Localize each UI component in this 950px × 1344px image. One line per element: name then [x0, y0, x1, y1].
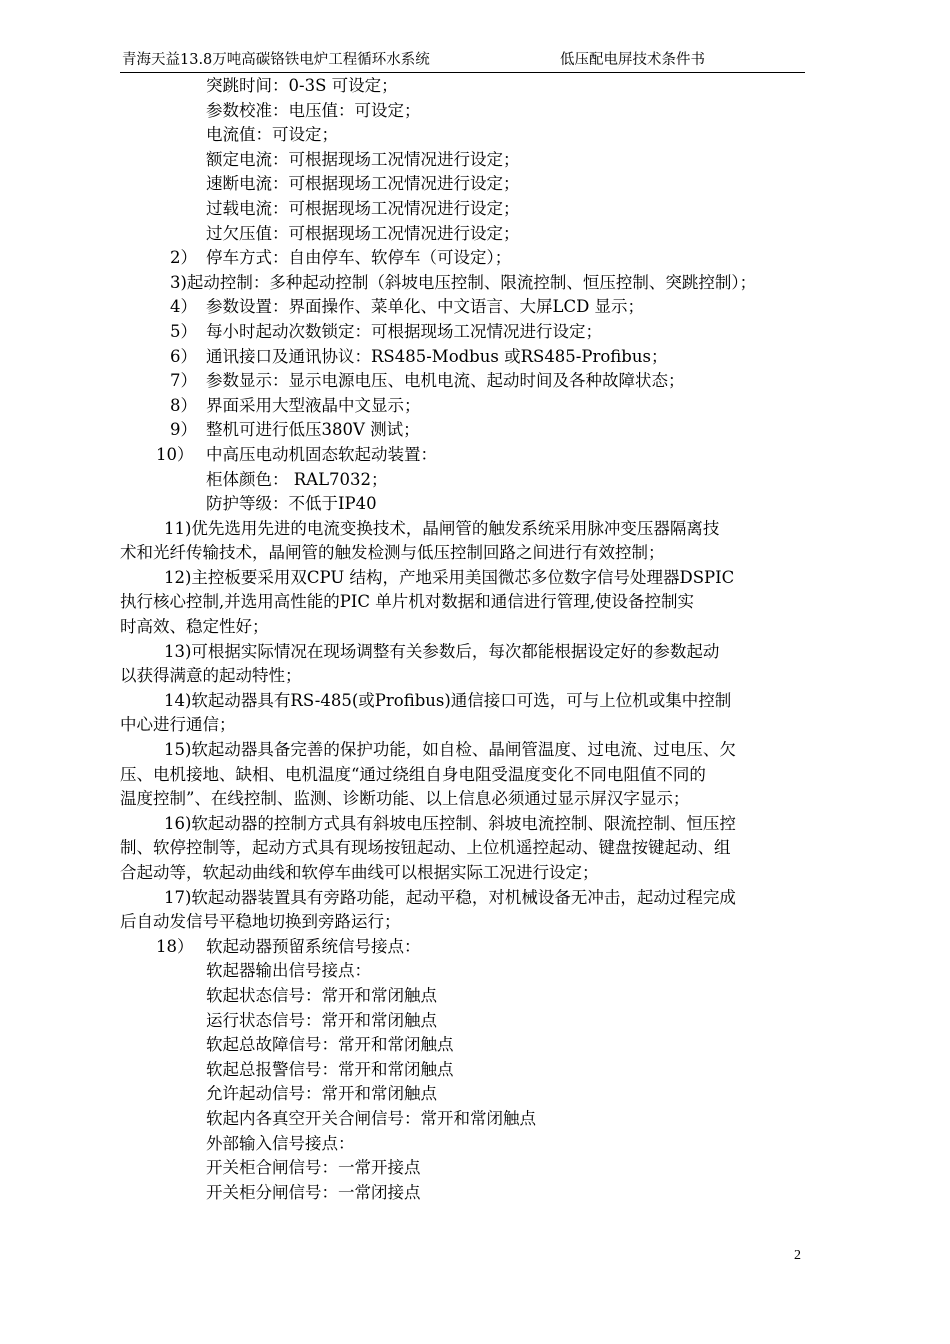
list-item-text: 软起动器预留系统信号接点： — [206, 936, 421, 956]
paragraph-line: 制、软停控制等，起动方式具有现场按钮起动、上位机遥控起动、键盘按键起动、组 — [120, 838, 731, 858]
list-item — [120, 935, 810, 960]
list-item-text: 每小时起动次数锁定：可根据现场工况情况进行设定； — [206, 321, 602, 341]
paragraph-line: 13)可根据实际情况在现场调整有关参数后，每次都能根据设定好的参数起动 — [164, 641, 720, 661]
paragraph-line: 后自动发信号平稳地切换到旁路运行； — [120, 912, 401, 932]
body-line: 过载电流：可根据现场工况情况进行设定； — [206, 198, 520, 218]
list-item-text: 停车方式：自由停车、软停车（可设定）； — [206, 248, 512, 268]
list-item-number: 5） — [170, 321, 197, 341]
list-item — [120, 246, 810, 271]
signal-line: 允许起动信号：常开和常闭触点 — [206, 1084, 437, 1104]
signal-line: 运行状态信号：常开和常闭触点 — [206, 1010, 437, 1030]
paragraph-line: 16)软起动器的控制方式具有斜坡电压控制、斜坡电流控制、限流控制、恒压控 — [164, 813, 736, 833]
list-item — [120, 443, 810, 468]
body-line: 突跳时间：0-3S 可设定； — [206, 76, 398, 95]
list-item-text: 参数设置：界面操作、菜单化、中文语言、大屏LCD 显示； — [206, 297, 645, 317]
list-item-text: 界面采用大型液晶中文显示； — [206, 395, 421, 415]
list-item-number: 8） — [170, 395, 197, 415]
body-line: 电流值：可设定； — [206, 125, 338, 145]
list-item-text: 整机可进行低压380V 测试； — [206, 420, 420, 440]
header-document-title: 低压配电屏技术条件书 — [560, 52, 705, 68]
list-item-number: 10） — [156, 444, 194, 464]
body-line: 过欠压值：可根据现场工况情况进行设定； — [206, 223, 520, 243]
paragraph-line: 中心进行通信； — [120, 715, 236, 735]
list-item — [120, 345, 810, 370]
paragraph-line: 术和光纤传输技术，晶闸管的触发检测与低压控制回路之间进行有效控制； — [120, 543, 665, 563]
signal-line: 软起器输出信号接点： — [206, 961, 371, 981]
list-item-text: 中高压电动机固态软起动装置： — [206, 444, 437, 464]
list-item-text: 参数显示：显示电源电压、电机电流、起动时间及各种故障状态； — [206, 371, 685, 391]
signal-line: 外部输入信号接点： — [206, 1133, 355, 1153]
body-line: 速断电流：可根据现场工况情况进行设定； — [206, 174, 520, 194]
signal-line: 软起总故障信号：常开和常闭触点 — [206, 1035, 454, 1055]
list-item-number: 7） — [170, 371, 197, 391]
list-item-text: 3)起动控制：多种起动控制（斜坡电压控制、限流控制、恒压控制、突跳控制）； — [170, 272, 757, 292]
list-item-number: 9） — [170, 420, 197, 440]
page-header — [120, 50, 805, 73]
header-project-title: 青海天益13.8万吨高碳铬铁电炉工程循环水系统 — [122, 52, 430, 68]
paragraph-line: 压、电机接地、缺相、电机温度“通过绕组自身电阻受温度变化不同电阻值不同的 — [120, 764, 706, 784]
list-item-number: 4） — [170, 297, 197, 317]
signal-line: 软起总报警信号：常开和常闭触点 — [206, 1059, 454, 1079]
list-item-number: 2） — [170, 248, 197, 268]
paragraph-line: 14)软起动器具有RS-485(或Profibus)通信接口可选，可与上位机或集中控制 — [164, 690, 732, 710]
paragraph-line: 17)软起动器装置具有旁路功能，起动平稳，对机械设备无冲击，起动过程完成 — [164, 887, 736, 907]
paragraph-line: 15)软起动器具备完善的保护功能，如自检、晶闸管温度、过电流、过电压、欠 — [164, 740, 736, 760]
signal-line: 软起状态信号：常开和常闭触点 — [206, 985, 437, 1005]
list-item-number: 18） — [156, 936, 194, 956]
signal-line: 开关柜分闸信号：一常闭接点 — [206, 1182, 421, 1202]
list-item — [120, 295, 810, 320]
paragraph-line: 执行核心控制,并选用高性能的PIC 单片机对数据和通信进行管理,使设备控制实 — [120, 592, 694, 612]
body-line: 额定电流：可根据现场工况情况进行设定； — [206, 149, 520, 169]
cabinet-color: 柜体颜色： RAL7032； — [206, 469, 388, 489]
protection-level: 防护等级：不低于IP40 — [206, 494, 377, 514]
list-item — [120, 394, 810, 419]
signal-line: 软起内各真空开关合闸信号：常开和常闭触点 — [206, 1108, 536, 1128]
paragraph-line: 11)优先选用先进的电流变换技术，晶闸管的触发系统采用脉冲变压器隔离技 — [164, 518, 720, 538]
paragraph-line: 时高效、稳定性好； — [120, 617, 269, 637]
list-item — [120, 369, 810, 394]
paragraph-line: 12)主控板要采用双CPU 结构，产地采用美国微芯多位数字信号处理器DSPIC — [164, 567, 735, 587]
document-body — [120, 74, 810, 1205]
page-number: 2 — [794, 1248, 801, 1263]
paragraph-line: 温度控制”、在线控制、监测、诊断功能、以上信息必须通过显示屏汉字显示； — [120, 789, 690, 809]
paragraph-line: 合起动等，软起动曲线和软停车曲线可以根据实际工况进行设定； — [120, 863, 599, 882]
list-item — [120, 320, 810, 345]
list-item-text: 通讯接口及通讯协议：RS485-Modbus 或RS485-Profibus； — [206, 346, 668, 366]
list-item — [120, 271, 810, 296]
list-item — [120, 418, 810, 443]
paragraph-line: 以获得满意的起动特性； — [120, 666, 302, 686]
signal-line: 开关柜合闸信号：一常开接点 — [206, 1158, 421, 1178]
body-line: 参数校准：电压值：可设定； — [206, 100, 421, 120]
list-item-number: 6） — [170, 346, 197, 366]
